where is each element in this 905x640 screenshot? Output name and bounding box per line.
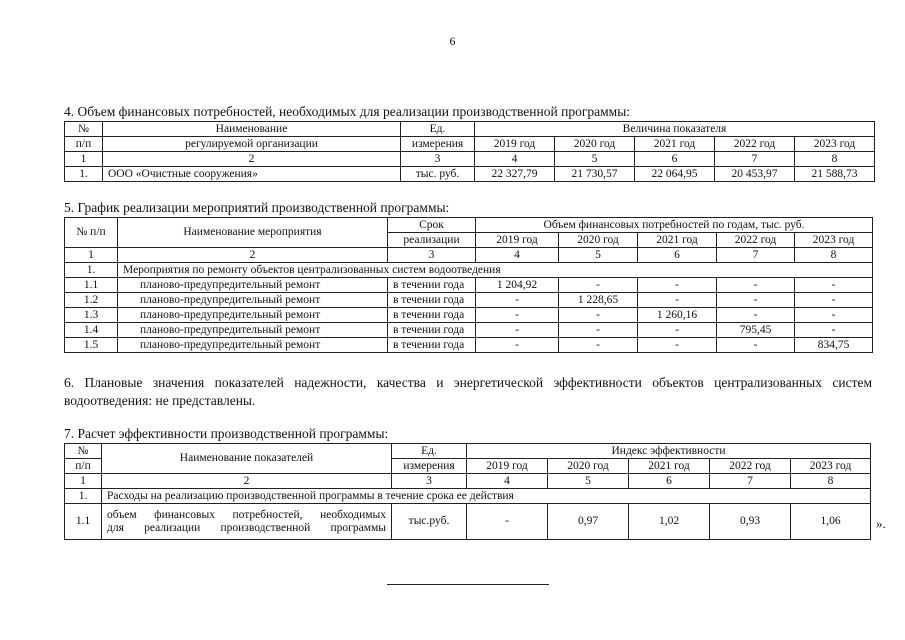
header-year: 2020 год — [559, 233, 638, 248]
row-name: планово-предупредительный ремонт — [118, 323, 388, 338]
row-value: - — [638, 293, 717, 308]
group-num: 1. — [65, 263, 118, 278]
row-value: - — [476, 308, 559, 323]
row-value: 1,06 — [791, 504, 871, 540]
row-num: 1.1 — [65, 504, 102, 540]
row-value: 1 228,65 — [559, 293, 638, 308]
row-name — [102, 504, 392, 540]
row-value: - — [638, 323, 717, 338]
column-number: 1 — [65, 474, 102, 489]
column-number: 6 — [635, 152, 715, 167]
row-value: - — [795, 278, 873, 293]
table-row — [65, 308, 873, 323]
header-year: 2019 год — [475, 137, 555, 152]
column-number: 2 — [103, 152, 401, 167]
row-value: - — [476, 323, 559, 338]
header-group: Величина показателя — [475, 122, 875, 137]
row-term: в течении года — [388, 308, 476, 323]
group-title: Расходы на реализацию производственной программы в течение срока ее действия — [102, 489, 871, 504]
row-value: 795,45 — [717, 323, 795, 338]
header-year: 2022 год — [717, 233, 795, 248]
row-value: - — [717, 308, 795, 323]
row-value: - — [717, 338, 795, 353]
row-value: 834,75 — [795, 338, 873, 353]
column-number: 2 — [118, 248, 388, 263]
row-value: - — [559, 278, 638, 293]
header-num: № — [65, 444, 102, 459]
row-term: в течении года — [388, 323, 476, 338]
header-unit: Ед. — [392, 444, 467, 459]
column-number: 8 — [795, 248, 873, 263]
row-value: - — [795, 323, 873, 338]
header-year: 2020 год — [555, 137, 635, 152]
section7-table — [64, 443, 871, 540]
header-group: Объем финансовых потребностей по годам, тыс. руб. — [476, 218, 873, 233]
footer-rule — [387, 584, 549, 585]
row-value: - — [638, 338, 717, 353]
column-number: 3 — [392, 474, 467, 489]
row-num: 1.5 — [65, 338, 118, 353]
row-value: - — [717, 293, 795, 308]
header-year: 2019 год — [467, 459, 548, 474]
row-value: 21 730,57 — [555, 167, 635, 182]
closing-quote: ». — [876, 516, 886, 531]
row-value: - — [476, 338, 559, 353]
header-name: регулируемой организации — [103, 137, 401, 152]
table-row — [65, 167, 875, 182]
page-number: 6 — [449, 34, 456, 48]
column-number: 6 — [638, 248, 717, 263]
column-number: 1 — [65, 152, 103, 167]
header-year: 2020 год — [548, 459, 629, 474]
header-term: Срок — [388, 218, 476, 233]
row-unit: тыс.руб. — [392, 504, 467, 540]
section5-heading: 5. График реализации мероприятий производственной программы: — [64, 200, 450, 215]
header-unit: измерения — [392, 459, 467, 474]
row-name: ООО «Очистные сооружения» — [103, 167, 401, 182]
header-year: 2023 год — [791, 459, 871, 474]
header-unit: измерения — [401, 137, 475, 152]
row-value: - — [476, 293, 559, 308]
row-value: - — [559, 338, 638, 353]
row-name: планово-предупредительный ремонт — [118, 293, 388, 308]
row-value: - — [717, 278, 795, 293]
section4-heading: 4. Объем финансовых потребностей, необходимых для реализации производственной программы: — [64, 104, 631, 119]
row-value: 0,93 — [710, 504, 791, 540]
column-number: 6 — [629, 474, 710, 489]
row-name-line: объем финансовых потребностей, необходимых — [107, 509, 386, 521]
row-num: 1.3 — [65, 308, 118, 323]
column-number: 8 — [791, 474, 871, 489]
row-value: - — [467, 504, 548, 540]
header-term: реализации — [388, 233, 476, 248]
section6-text: 6. Плановые значения показателей надежности, качества и энергетической эффективности объектов централизованных систем водоотведения: не представлены. — [64, 375, 872, 408]
column-number-row — [65, 474, 871, 489]
header-name: Наименование показателей — [102, 444, 392, 474]
header-num: № — [65, 122, 103, 137]
group-title: Мероприятия по ремонту объектов централизованных систем водоотведения — [118, 263, 873, 278]
column-number: 8 — [795, 152, 875, 167]
header-year: 2023 год — [795, 233, 873, 248]
header-name: Наименование мероприятия — [118, 218, 388, 248]
header-unit: Ед. — [401, 122, 475, 137]
row-num: 1.4 — [65, 323, 118, 338]
table-row — [65, 504, 871, 540]
row-value: 1 260,16 — [638, 308, 717, 323]
row-value: 21 588,73 — [795, 167, 875, 182]
group-row — [65, 489, 871, 504]
row-num: 1. — [65, 167, 103, 182]
section7-heading: 7. Расчет эффективности производственной программы: — [64, 426, 389, 441]
table-row — [65, 278, 873, 293]
column-number-row — [65, 248, 873, 263]
row-term: в течении года — [388, 278, 476, 293]
header-year: 2022 год — [715, 137, 795, 152]
column-number: 7 — [710, 474, 791, 489]
column-number-row — [65, 152, 875, 167]
column-number: 7 — [717, 248, 795, 263]
row-term: в течении года — [388, 293, 476, 308]
row-value: - — [559, 323, 638, 338]
row-value: 1 204,92 — [476, 278, 559, 293]
column-number: 3 — [401, 152, 475, 167]
row-value: 22 064,95 — [635, 167, 715, 182]
column-number: 3 — [388, 248, 476, 263]
section4-table — [64, 121, 875, 182]
row-value: - — [559, 308, 638, 323]
row-name: планово-предупредительный ремонт — [118, 338, 388, 353]
table-header-row — [65, 122, 875, 137]
row-name: планово-предупредительный ремонт — [118, 278, 388, 293]
row-value: - — [638, 278, 717, 293]
table-header-row — [65, 218, 873, 233]
column-number: 5 — [548, 474, 629, 489]
column-number: 5 — [559, 248, 638, 263]
group-num: 1. — [65, 489, 102, 504]
row-value: 1,02 — [629, 504, 710, 540]
group-row — [65, 263, 873, 278]
column-number: 4 — [476, 248, 559, 263]
row-value: - — [795, 308, 873, 323]
row-unit: тыс. руб. — [401, 167, 475, 182]
header-name: Наименование — [103, 122, 401, 137]
column-number: 4 — [475, 152, 555, 167]
column-number: 2 — [102, 474, 392, 489]
header-year: 2023 год — [795, 137, 875, 152]
row-value: - — [795, 293, 873, 308]
section5-table — [64, 217, 873, 353]
table-row — [65, 293, 873, 308]
header-num: п/п — [65, 137, 103, 152]
column-number: 1 — [65, 248, 118, 263]
table-header-row — [65, 137, 875, 152]
header-year: 2021 год — [629, 459, 710, 474]
table-row — [65, 338, 873, 353]
table-row — [65, 323, 873, 338]
row-name-line: для реализации производственной программы — [107, 521, 386, 534]
table-header-row — [65, 444, 871, 459]
column-number: 7 — [715, 152, 795, 167]
header-year: 2022 год — [710, 459, 791, 474]
row-name: планово-предупредительный ремонт — [118, 308, 388, 323]
column-number: 4 — [467, 474, 548, 489]
header-year: 2021 год — [638, 233, 717, 248]
row-num: 1.2 — [65, 293, 118, 308]
header-num: п/п — [65, 459, 102, 474]
header-group: Индекс эффективности — [467, 444, 871, 459]
row-value: 22 327,79 — [475, 167, 555, 182]
header-year: 2019 год — [476, 233, 559, 248]
column-number: 5 — [555, 152, 635, 167]
header-year: 2021 год — [635, 137, 715, 152]
header-num: № п/п — [65, 218, 118, 248]
row-value: 0,97 — [548, 504, 629, 540]
row-value: 20 453,97 — [715, 167, 795, 182]
row-num: 1.1 — [65, 278, 118, 293]
row-term: в течении года — [388, 338, 476, 353]
